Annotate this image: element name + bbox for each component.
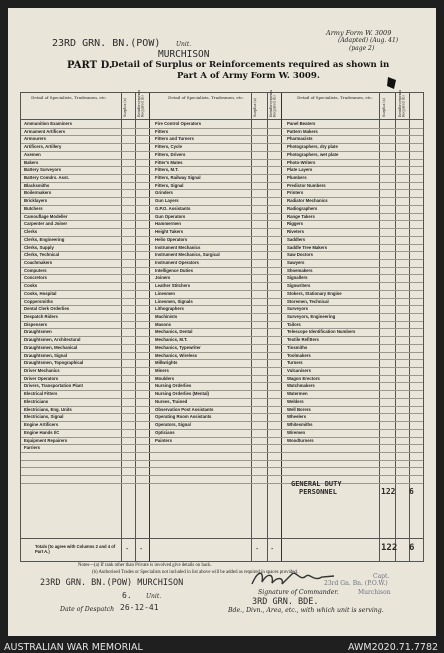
date-handwritten: 26-12-41 (120, 603, 159, 612)
table-cell-col2: Masons (155, 321, 171, 327)
col1-surplus-header: Surplus (a) (123, 97, 127, 117)
table-cell-col1: Bakers (24, 159, 39, 165)
punch-hole-mark (386, 76, 398, 90)
table-cell-col2: Linesmen (155, 290, 176, 296)
table-cell-col2: Mechanics, Wireless (155, 352, 197, 358)
signature-label: Signature of Commander. (258, 589, 339, 596)
extra-entry-line1: GENERAL DUTY (291, 480, 342, 488)
table-cell-col1: Driver Mechanics (24, 368, 60, 374)
table-cell-col2: Joiners (155, 275, 171, 281)
table-cell-col3: Watermen (287, 391, 308, 397)
table-cell-col3: Watchmakers (287, 383, 315, 389)
table-cell-col3: Photographers, dry plate (287, 144, 338, 150)
table-cell-col2: Millwrights (155, 360, 178, 366)
part-label: PART D. (67, 60, 113, 71)
table-cell-col3: Shoemakers (287, 267, 313, 273)
totals-dash: - (140, 545, 143, 553)
table-cell-col2: Linesmen, Signals (155, 298, 193, 304)
table-cell-col2: Nurses, Trained (155, 398, 188, 404)
col-divider (251, 93, 252, 561)
table-cell-col2: Mechanics, M.T. (155, 337, 188, 343)
unit-handwritten-murchison: MURCHISON (158, 49, 210, 60)
table-cell-col2: Operators, Signal (155, 422, 191, 428)
table-cell-col1: Clerks, Engineering (24, 236, 65, 242)
table-cell-col1: Clerks, Technical (24, 252, 60, 258)
stamp-line3: Murchison (358, 589, 391, 596)
table-cell-col1: Farriers (24, 445, 41, 451)
table-cell-col2: Fitters, Cycle (155, 144, 182, 150)
table-cell-col1: Drivers, Transportation Plant (24, 383, 83, 389)
col-divider (135, 93, 136, 561)
table-cell-col3: Well Borers (287, 406, 311, 412)
table-cell-col1: Armourers (24, 136, 46, 142)
table-cell-col1: Draughtsmen, Signal (24, 352, 67, 358)
table-cell-col3: Photographers, wet plate (287, 151, 339, 157)
totals-dash: - (271, 545, 274, 553)
table-cell-col2: Instrument Mechanics, Surgical (155, 252, 220, 258)
table-cell-col1: Battery Comdrs. Asst. (24, 175, 69, 181)
stamp-line2: 23rd Gn. Bn. (P.O.W.) (324, 580, 388, 587)
row-rule (21, 467, 423, 468)
note-line2: (b) Authorised Trades or Specialists not included in list above will be added as required in spaces provided. (92, 570, 298, 575)
table-cell-col3: Photo-Writers (287, 159, 316, 165)
table-cell-col1: Computers (24, 267, 47, 273)
table-cell-col3: Textile Refitters (287, 337, 319, 343)
table-cell-col1: Axemen (24, 151, 41, 157)
table-cell-col1: Electricians, Eng. Units (24, 406, 72, 412)
table-cell-col3: Pattern Makers (287, 128, 318, 134)
totals-dash: - (256, 545, 259, 553)
table-cell-col3: Radiographers (287, 205, 318, 211)
table-cell-col1: Ammunition Examiners (24, 121, 72, 126)
table-cell-col2: Height Takers (155, 229, 184, 235)
form-id-line1: Army Form W. 3009 (326, 29, 392, 37)
table-cell-col3: Surveyors (287, 306, 309, 312)
row-rule (21, 460, 423, 461)
table-cell-col1: Engine Artificers (24, 422, 59, 428)
table-cell-col1: Clerks (24, 229, 38, 235)
table-cell-col3: Vulcanisers (287, 368, 311, 374)
table-cell-col1: Dental Clerk Orderlies (24, 306, 70, 312)
form-id-line3: (page 2) (349, 45, 375, 52)
stamp-line1: Capt. (373, 573, 390, 580)
table-cell-col3: Radiator Mechanics (287, 198, 328, 204)
table-cell-col3: Plumbers (287, 175, 307, 181)
table-cell-col3: Storemen, Technical (287, 298, 329, 304)
table-cell-col3: Tinsmiths (287, 344, 308, 350)
totals-value: 122 (381, 543, 398, 553)
totals-value2: 6 (409, 543, 415, 553)
table-cell-col2: Fitters and Turners (155, 136, 194, 142)
caption-left: AUSTRALIAN WAR MEMORIAL (4, 642, 143, 653)
table-cell-col1: Cooks, Hospital (24, 290, 57, 296)
table-cell-col2: Fitters, M.T. (155, 167, 179, 173)
form-id-line2: (Adapted) (Aug. 41) (338, 37, 399, 44)
col3-surplus-header: Surplus (a) (382, 97, 386, 117)
table-cell-col2: Operating Room Assistants (155, 414, 212, 420)
table-cell-col2: Instrument Mechanics (155, 244, 201, 250)
table-cell-col3: Printers (287, 190, 304, 196)
col2-header: Detail of Specialists, Tradesmen, etc. (168, 95, 244, 100)
table-cell-col1: Butchers (24, 205, 43, 211)
table-cell-col3: Turners (287, 360, 303, 366)
table-cell-col3: Tailors (287, 321, 301, 327)
row-rule (21, 475, 423, 476)
table-cell-col1: Boilermakers (24, 190, 52, 196)
table-cell-col1: Armament Artificers (24, 128, 66, 134)
table-cell-col1: Draughtsmen, Architectural (24, 337, 81, 343)
bde-label: Bde., Divn., Area, etc., with which unit is serving. (228, 607, 384, 614)
table-cell-col1: Despatch Riders (24, 314, 58, 319)
table-cell-col1: Electrical Fitters (24, 391, 58, 397)
table-cell-col2: Observation Post Assistants (155, 406, 214, 412)
table-cell-col3: Signwriters (287, 283, 311, 289)
unit-handwritten-top: 23RD GRN. BN.(POW) (52, 38, 161, 49)
table-cell-col2: Machinists (155, 314, 178, 319)
part-title-line1: Detail of Surplus or Reinforcements required as shown in (111, 60, 390, 70)
table-cell-col2: Gun Operators (155, 213, 186, 219)
col2-surplus-header: Surplus (a) (253, 97, 257, 117)
table-cell-col1: Concretors (24, 275, 47, 281)
table-cell-col1: Camouflage Modeller (24, 213, 68, 219)
table-cell-col3: Signallers (287, 275, 308, 281)
totals-row (21, 538, 423, 561)
table-cell-col1: Electricians (24, 398, 49, 404)
footer-unit-handwritten: 23RD GRN. BN.(POW) MURCHISON (40, 578, 184, 588)
col2-reinf-header: Reinforcements Required (b) (269, 89, 277, 117)
table-cell-col1: Draughtsmen, Mechanical (24, 344, 78, 350)
table-cell-col1: Coppersmiths (24, 298, 53, 304)
table-cell-col1: Blacksmiths (24, 182, 50, 188)
table-cell-col3: Wagon Erectors (287, 375, 320, 381)
table-cell-col2: Painters (155, 437, 172, 443)
table-cell-col1: Dispensers (24, 321, 48, 327)
table-cell-col3: Predictor Numbers (287, 182, 326, 188)
col3-reinf-header: Reinforcements Required (b) (398, 89, 406, 117)
table-cell-col1: Bricklayers (24, 198, 48, 204)
date-label: Date of Despatch (60, 606, 115, 613)
row-rule (21, 483, 423, 484)
table-cell-col1: Clerks, Supply (24, 244, 54, 250)
table-cell-col2: Fitters, Drivers (155, 151, 186, 157)
table-cell-col3: Saddle Tree Makers (287, 244, 328, 250)
col-divider (149, 93, 150, 561)
table-cell-col3: Whitesmiths (287, 422, 313, 428)
table-cell-col3: Stokers, Stationary Engine (287, 290, 342, 296)
col1-reinf-header: Reinforcements Required (b) (137, 89, 145, 117)
table-cell-col3: Surveyors, Engineering (287, 314, 336, 319)
table-cell-col3: Woodturners (287, 437, 314, 443)
table-cell-col1: Engine Hands I/C (24, 429, 60, 435)
date-correction: 6. (122, 591, 132, 600)
extra-entry-reinf-value: 122 (381, 487, 396, 496)
table-cell-col3: Plate Layers (287, 167, 313, 173)
table-cell-col2: Opticians (155, 429, 175, 435)
caption-right: AWM2020.71.7782 (348, 642, 439, 653)
table-cell-col2: G.P.O. Assistants (155, 205, 191, 211)
table-cell-col2: Lithographers (155, 306, 184, 312)
table-cell-col1: Driver Operators (24, 375, 59, 381)
table-cell-col3: Riggers (287, 221, 303, 227)
table-cell-col2: Fitter's Mates (155, 159, 183, 165)
table-cell-col3: Welders (287, 398, 304, 404)
table-cell-col2: Leather Stitchers (155, 283, 191, 289)
bde-handwritten: 3RD GRN. BDE. (252, 597, 319, 607)
table-cell-col3: Saw Doctors (287, 252, 314, 258)
table-cell-col3: Panel Beaters (287, 121, 316, 126)
table-cell-col1: Draughtsmen, Topographical (24, 360, 84, 366)
extra-entry-line2: PERSONNEL (299, 488, 337, 496)
table-header-row (21, 89, 423, 120)
table-cell-col2: Miners (155, 368, 169, 374)
table-cell-col3: Toolmakers (287, 352, 311, 358)
table-cell-col2: Nursing Orderlies (155, 383, 192, 389)
col3-header: Detail of Specialists, Tradesmen, etc. (297, 95, 373, 100)
table-cell-col1: Carpenter and Joiner (24, 221, 68, 227)
table-cell-col1: Cooks (24, 283, 38, 289)
table-cell-col1: Coachmakers (24, 259, 53, 265)
col-divider (121, 93, 122, 561)
table-cell-col2: Fitters, Signal (155, 182, 184, 188)
table-cell-col3: Wiremen (287, 429, 306, 435)
table-cell-col2: Instrument Operators (155, 259, 199, 265)
table-cell-col2: Mechanics, Dental (155, 329, 193, 335)
table-cell-col2: Hammermen (155, 221, 182, 227)
specialists-table (20, 89, 424, 562)
table-cell-col1: Draughtsmen (24, 329, 52, 335)
table-cell-col3: Pharmacists (287, 136, 313, 142)
col-divider (281, 93, 282, 561)
col1-header: Detail of Specialists, Tradesmen, etc. (31, 95, 107, 100)
col-divider (267, 93, 268, 561)
table-cell-col1: Equipment Repairers (24, 437, 68, 443)
totals-label: Totals (to agree with Columns 2 and 4 of Part A.) (35, 544, 116, 554)
table-cell-col3: Saddlers (287, 236, 306, 242)
row-rule (21, 452, 423, 453)
footer-unit-label: Unit. (146, 593, 162, 600)
table-cell-col1: Artificers, Artillery (24, 144, 62, 150)
table-cell-col3: Range Takers (287, 213, 315, 219)
table-cell-col2: Gun Layers (155, 198, 179, 204)
table-cell-col2: Nursing Orderlies (Mental) (155, 391, 209, 397)
table-cell-col2: Moulders (155, 375, 175, 381)
table-cell-col3: Wheelers (287, 414, 307, 420)
table-cell-col2: Intelligence Duties (155, 267, 193, 273)
col-divider (379, 93, 380, 561)
table-cell-col2: Helio Operators (155, 236, 188, 242)
table-cell-col1: Electricians, Signal (24, 414, 64, 420)
unit-label-top: Unit. (176, 41, 192, 48)
table-cell-col1: Battery Surveyors (24, 167, 62, 173)
extra-entry-mark: 6 (409, 487, 414, 496)
table-cell-col2: Fire Control Operators (155, 121, 202, 126)
part-title-line2: Part A of Army Form W. 3009. (177, 71, 320, 81)
table-cell-col3: Sawyers (287, 259, 305, 265)
table-cell-col2: Grinders (155, 190, 173, 196)
table-cell-col2: Fitters (155, 128, 169, 134)
note-line1: Notes—(a) If rank other than Private is involved give details on back. (78, 563, 212, 568)
table-cell-col3: Riveters (287, 229, 304, 235)
table-cell-col3: Telescope Identification Numbers (287, 329, 356, 335)
table-cell-col2: Fitters, Railway Signal (155, 175, 201, 181)
totals-dash: - (126, 545, 129, 553)
table-cell-col2: Mechanics, Typewriter (155, 344, 201, 350)
